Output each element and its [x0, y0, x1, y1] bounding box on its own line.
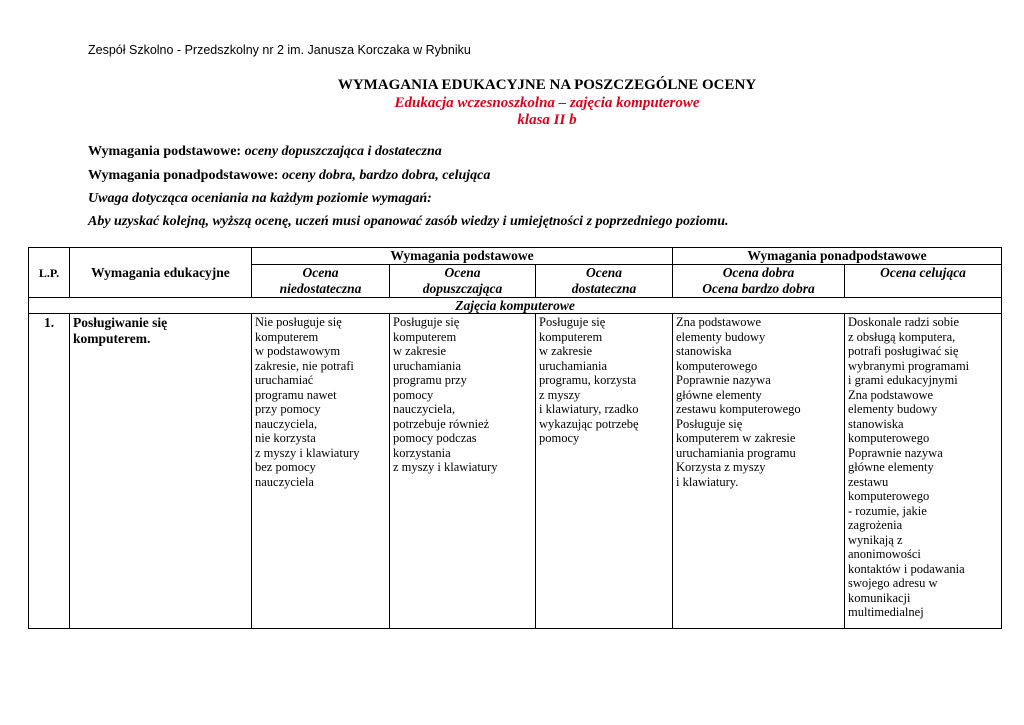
cell-line: Poprawnie nazywa: [676, 373, 771, 387]
basic-requirements-label: Wymagania podstawowe:: [88, 144, 242, 159]
cell-line: zagrożenia: [848, 518, 903, 532]
cell-line: Korzysta z myszy: [676, 460, 766, 474]
cell-line: nauczyciela,: [393, 402, 456, 416]
cell-line: pomocy: [539, 431, 580, 445]
cell-line: Nie posługuje się: [255, 315, 342, 329]
cell-good: [673, 314, 845, 629]
cell-line: uruchamiania programu: [676, 445, 796, 460]
section-title: Zajęcia komputerowe: [29, 298, 1002, 314]
grade-header-insufficient: Ocena niedostateczna: [252, 265, 390, 298]
cell-line: nie korzysta: [255, 431, 316, 445]
cell-line: Posługuje się: [393, 315, 460, 329]
basic-requirements-value: oceny dopuszczająca i dostateczna: [241, 144, 442, 159]
cell-line: komputerem: [393, 329, 457, 344]
section-row: [29, 298, 1002, 314]
cell-line: z myszy i klawiatury: [393, 460, 498, 474]
cell-line: nauczyciela: [255, 474, 314, 489]
grade-header-satisfactory: Ocena dostateczna: [536, 265, 673, 298]
cell-line: uruchamiania: [393, 358, 462, 373]
cell-line: Posługuje się: [539, 315, 606, 329]
cell-line: programu, korzysta: [539, 373, 637, 387]
cell-line: programu nawet: [255, 387, 337, 402]
cell-insufficient: [252, 314, 390, 629]
cell-sufficient: [390, 314, 536, 629]
cell-line: i grami edukacyjnymi: [848, 373, 958, 387]
cell-line: zestawu komputerowego: [676, 402, 801, 416]
cell-line: nauczyciela,: [255, 416, 318, 431]
group-header-basic: Wymagania podstawowe: [252, 248, 673, 265]
table-header-row: [29, 248, 1002, 265]
school-name: Zespół Szkolno - Przedszkolny nr 2 im. Janusza Korczaka w Rybniku: [88, 43, 471, 57]
cell-line: Poprawnie nazywa: [848, 445, 943, 460]
group-header-advanced: Wymagania ponadpodstawowe: [673, 248, 1002, 265]
cell-line: komputerowego: [676, 358, 758, 373]
cell-line: w podstawowym: [255, 344, 341, 358]
cell-line: elementy budowy: [848, 402, 938, 416]
cell-line: stanowiska: [848, 416, 904, 431]
advanced-requirements: [88, 168, 490, 184]
cell-line: stanowiska: [676, 344, 732, 358]
cell-line: potrafi posługiwać się: [848, 344, 959, 358]
cell-line: Zna podstawowe: [848, 387, 934, 402]
cell-line: elementy budowy: [676, 329, 766, 344]
cell-line: programu przy: [393, 373, 467, 387]
cell-line: multimedialnej: [848, 605, 924, 619]
cell-line: z myszy i klawiatury: [255, 445, 360, 460]
cell-line: i klawiatury, rzadko: [539, 402, 639, 416]
grade-header-excellent: Ocena celująca: [845, 265, 1002, 298]
cell-line: wybranymi programami: [848, 358, 970, 373]
advanced-requirements-value: oceny dobra, bardzo dobra, celująca: [278, 168, 491, 183]
column-header-requirements: Wymagania edukacyjne: [70, 248, 252, 298]
cell-line: pomocy podczas: [393, 431, 477, 445]
cell-line: i klawiatury.: [676, 474, 739, 489]
cell-line: z obsługą komputera,: [848, 329, 956, 344]
basic-requirements: [88, 144, 442, 160]
cell-line: główne elementy: [848, 460, 934, 474]
cell-line: w zakresie: [393, 344, 447, 358]
cell-line: uruchamiać: [255, 373, 314, 387]
grading-note-text: Aby uzyskać kolejną, wyższą ocenę, uczeń musi opanować zasób wiedzy i umiejętności z poprzedniego poziomu.: [88, 214, 729, 229]
cell-line: Posługuje się: [676, 416, 743, 431]
cell-line: bez pomocy: [255, 460, 316, 474]
grade-header-good: Ocena dobra Ocena bardzo dobra: [673, 265, 845, 298]
cell-line: wynikają z: [848, 532, 903, 547]
row-number: 1.: [29, 314, 70, 629]
cell-line: korzystania: [393, 445, 451, 460]
cell-line: wykazując potrzebę: [539, 416, 639, 431]
cell-line: Doskonale radzi sobie: [848, 315, 960, 329]
page-subtitle: Edukacja wczesnoszkolna – zajęcia komputerowe: [394, 95, 700, 111]
cell-line: komputerem w zakresie: [676, 431, 796, 445]
cell-line: anonimowości: [848, 547, 921, 561]
cell-line: komputerem: [539, 329, 603, 344]
cell-line: przy pomocy: [255, 402, 321, 416]
cell-line: komputerowego: [848, 431, 930, 445]
cell-line: komunikacji: [848, 590, 911, 605]
page-title: WYMAGANIA EDUKACYJNE NA POSZCZEGÓLNE OCENY: [337, 77, 757, 93]
table-row: [29, 314, 1002, 629]
row-skill: Posługiwanie się komputerem.: [70, 314, 252, 629]
cell-line: kontaktów i podawania: [848, 561, 965, 576]
cell-line: swojego adresu w: [848, 576, 938, 590]
advanced-requirements-label: Wymagania ponadpodstawowe:: [88, 168, 279, 183]
cell-line: potrzebuje również: [393, 416, 490, 431]
class-name: klasa II b: [517, 112, 577, 128]
grade-header-sufficient: Ocena dopuszczająca: [390, 265, 536, 298]
grading-note-title: Uwaga dotycząca oceniania na każdym poziomie wymagań:: [88, 191, 432, 206]
cell-line: w zakresie: [539, 344, 593, 358]
requirements-table: [28, 247, 1002, 629]
cell-satisfactory: [536, 314, 673, 629]
cell-line: zakresie, nie potrafi: [255, 358, 354, 373]
column-header-lp: L.P.: [29, 248, 70, 298]
cell-line: - rozumie, jakie: [848, 503, 927, 518]
cell-line: pomocy: [393, 387, 434, 402]
cell-line: komputerem: [255, 329, 319, 344]
cell-line: zestawu: [848, 474, 889, 489]
cell-line: z myszy: [539, 387, 581, 402]
cell-line: komputerowego: [848, 489, 930, 503]
cell-excellent: [845, 314, 1002, 629]
cell-line: Zna podstawowe: [676, 315, 762, 329]
cell-line: główne elementy: [676, 387, 762, 402]
cell-line: uruchamiania: [539, 358, 608, 373]
